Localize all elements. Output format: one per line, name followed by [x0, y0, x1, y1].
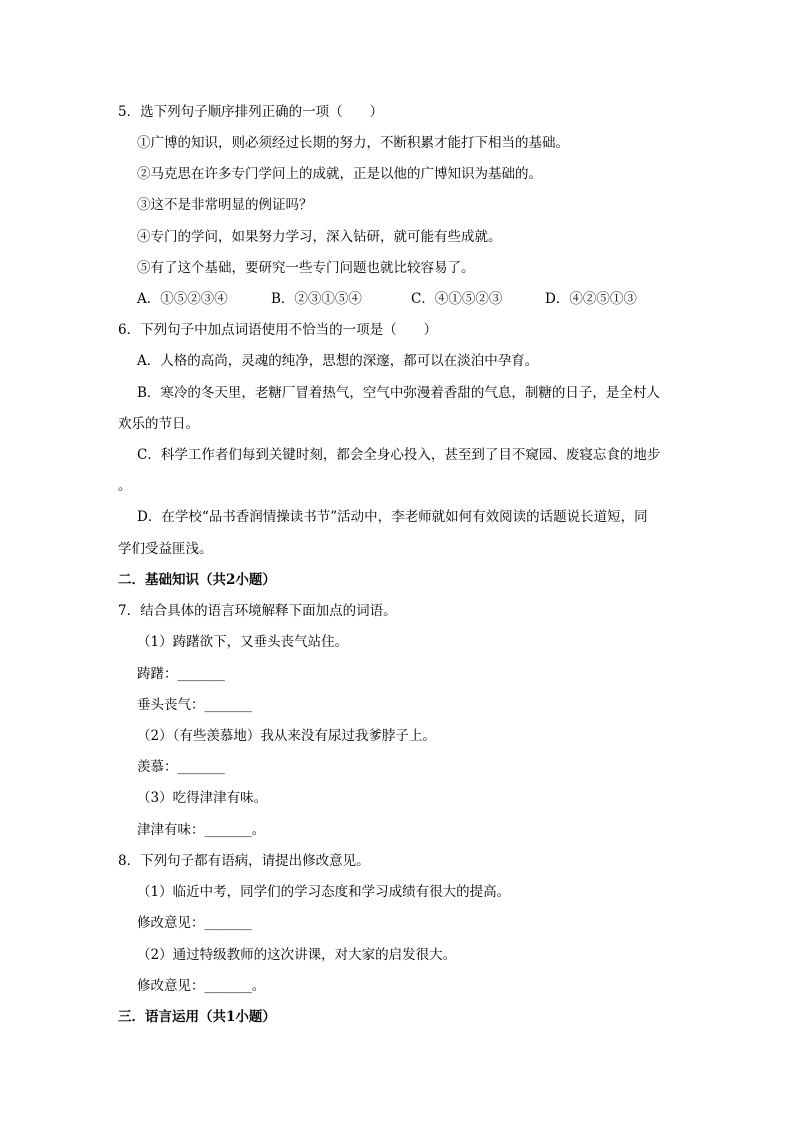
q5-sentence-1: ①广博的知识，则必须经过长期的努力，不断积累才能打下相当的基础。 [137, 135, 569, 151]
q5-sentence-5: ⑤有了这个基础，要研究一些专门问题也就比较容易了。 [137, 260, 475, 276]
q6-option-c-line2: 。 [118, 478, 132, 494]
q6-option-d-line2: 学们受益匪浅。 [118, 541, 213, 557]
q7-answer-3: 羡慕：_______ [137, 759, 225, 775]
q5-option-a: A．①⑤②③④ [137, 291, 228, 307]
q7-answer-4: 津津有味：_______。 [137, 822, 266, 838]
q8-sentence-2: （2）通过特级教师的这次讲课，对大家的启发很大。 [137, 947, 457, 963]
q5-sentence-4: ④专门的学问，如果努力学习，深入钻研，就可能有些成就。 [137, 229, 502, 245]
q7-answer-1: 踌躇：_______ [137, 666, 225, 682]
q8-stem: 8．下列句子都有语病，请提出修改意见。 [118, 853, 370, 869]
q5-sentence-3: ③这不是非常明显的例证吗？ [137, 197, 313, 213]
q6-option-b-line2: 欢乐的节日。 [118, 416, 199, 432]
q8-answer-2: 修改意见：_______。 [137, 978, 266, 994]
q6-stem: 6．下列句子中加点词语使用不恰当的一项是（ ） [118, 322, 438, 338]
q5-option-c: C．④①⑤②③ [411, 291, 503, 307]
q7-sentence-3: （3）吃得津津有味。 [137, 790, 268, 806]
q5-option-d: D．④②⑤①③ [545, 291, 637, 307]
q7-sentence-2: （2）（有些羡慕地）我从来没有尿过我爹脖子上。 [137, 728, 436, 744]
q7-sentence-1: （1）踌躇欲下，又垂头丧气站住。 [137, 634, 349, 650]
q6-option-c-line1: C．科学工作者们每到关键时刻，都会全身心投入，甚至到了目不窥园、废寝忘食的地步 [137, 447, 661, 463]
q5-option-b: B．②③①⑤④ [271, 291, 362, 307]
q7-stem: 7．结合具体的语言环境解释下面加点的词语。 [118, 603, 397, 619]
q7-answer-2: 垂头丧气：_______ [137, 697, 252, 713]
q6-option-d-line1: D．在学校“品书香润情操读书节”活动中，李老师就如何有效阅读的话题说长道短，同 [137, 509, 648, 525]
q5-stem: 5．选下列句子顺序排列正确的一项（ ） [118, 104, 384, 120]
q8-sentence-1: （1）临近中考，同学们的学习态度和学习成绩有很大的提高。 [137, 884, 511, 900]
q5-options [137, 290, 637, 308]
q8-answer-1: 修改意见：_______ [137, 915, 252, 931]
section-2-heading: 二．基础知识（共2小题） [118, 572, 276, 588]
q6-option-b-line1: B．寒冷的冬天里，老糖厂冒着热气，空气中弥漫着香甜的气息，制糖的日子，是全村人 [137, 385, 660, 401]
q6-option-a: A．人格的高尚，灵魂的纯净，思想的深邃，都可以在淡泊中孕育。 [137, 353, 539, 369]
section-3-heading: 三．语言运用（共1小题） [118, 1009, 276, 1025]
q5-sentence-2: ②马克思在许多专门学问上的成就，正是以他的广博知识为基础的。 [137, 166, 542, 182]
